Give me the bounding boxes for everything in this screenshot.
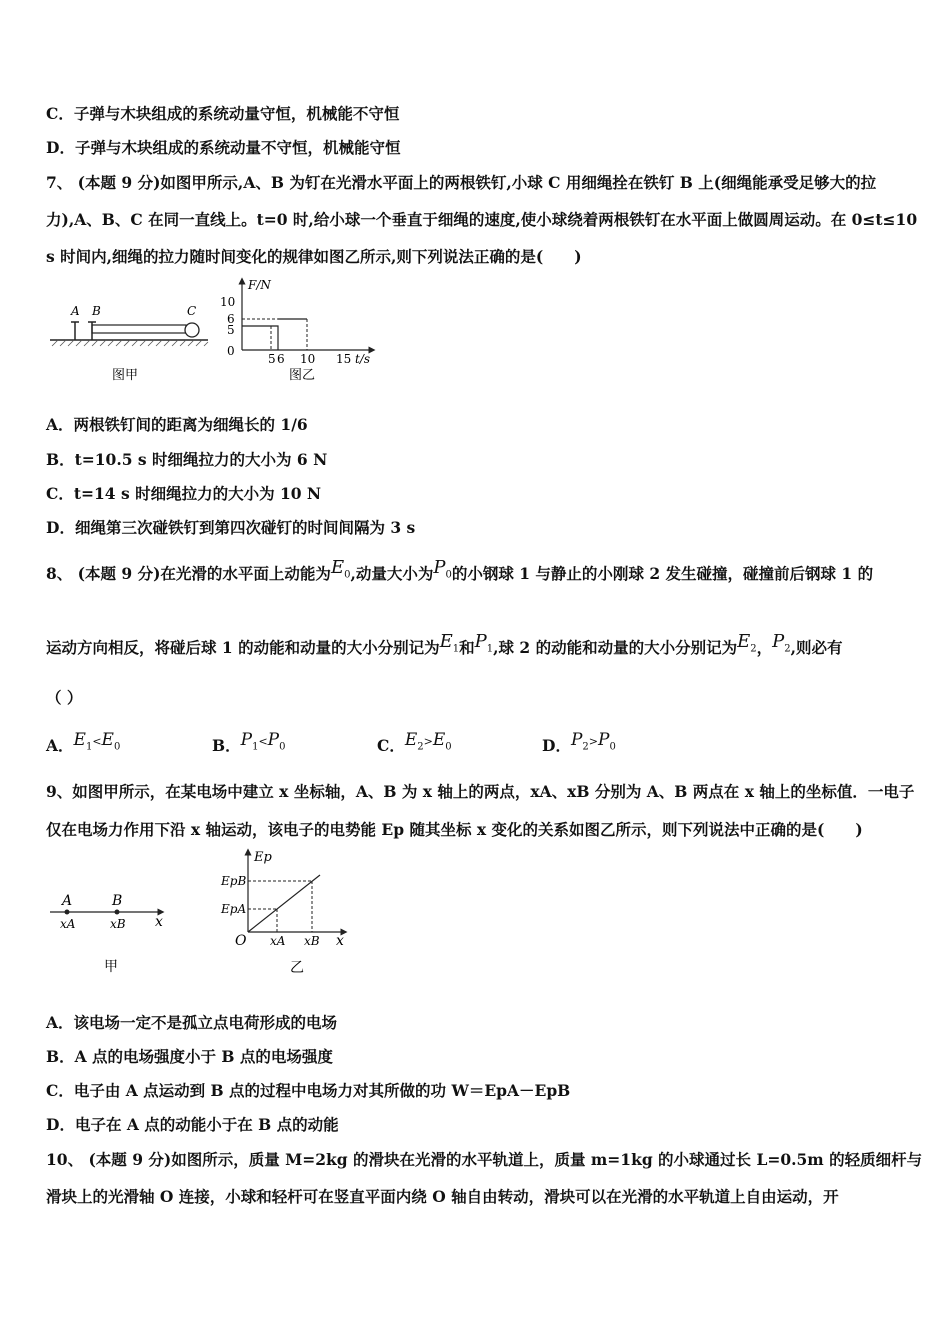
q8-text-2c: ,球 2 的动能和动量的大小分别记为 — [493, 638, 738, 657]
label-b: B — [92, 304, 101, 318]
e1-symbol: $E_1$ — [439, 631, 460, 655]
q8-stem-line2 — [46, 631, 843, 661]
q7-figure-b — [214, 275, 384, 390]
xtick-10: 10 — [300, 352, 316, 366]
axis-label-t: t/s — [355, 352, 371, 366]
q8-option-d: D．$P_2>P_0$ — [542, 730, 616, 755]
q8-text-2d: ， — [756, 638, 773, 657]
label-xa: xA — [270, 934, 286, 948]
caption-yi: 图乙 — [289, 368, 316, 383]
label-xa: xA — [60, 917, 76, 931]
rope — [92, 325, 186, 333]
point-a — [65, 910, 70, 915]
q7-figure-a — [46, 298, 216, 388]
label-epa: EpA — [221, 902, 247, 916]
q8-text-1c: 的小钢球 1 与静止的小刚球 2 发生碰撞，碰撞前后钢球 1 的 — [451, 564, 874, 583]
q7-option-c: C．t=14 s 时细绳拉力的大小为 10 N — [46, 484, 322, 503]
label-a: A — [71, 304, 80, 318]
q8-text-2a: 运动方向相反，将碰后球 1 的动能和动量的大小分别记为 — [46, 638, 440, 657]
q9-option-a: A．该电场一定不是孤立点电荷形成的电场 — [46, 1013, 338, 1032]
label-x: x — [336, 933, 344, 949]
q10-stem-line2: 滑块上的光滑轴 O 连接，小球和轻杆可在竖直平面内绕 O 轴自由转动，滑块可以在光滑的水平轨道上自由运动，开 — [46, 1187, 839, 1206]
label-xb: xB — [304, 934, 320, 948]
point-b — [115, 910, 120, 915]
q8-option-c: C．$E_2>E_0$ — [377, 730, 452, 755]
q9-stem-line2: 仅在电场力作用下沿 x 轴运动，该电子的电势能 Ep 随其坐标 x 变化的关系如图乙所示，则下列说法中正确的是( ) — [46, 820, 863, 839]
ytick-10: 10 — [220, 295, 236, 309]
xtick-6: 6 — [277, 352, 285, 366]
xtick-5: 5 — [268, 352, 276, 366]
label-epb: EpB — [221, 874, 247, 888]
ytick-6: 6 — [227, 312, 235, 326]
q7-option-d: D．细绳第三次碰铁钉到第四次碰钉的时间间隔为 3 s — [46, 518, 416, 537]
label-xb: xB — [110, 917, 126, 931]
label-x: x — [155, 914, 163, 930]
label-a: A — [62, 893, 73, 909]
q9-stem-line1: 9、如图甲所示，在某电场中建立 x 坐标轴，A、B 为 x 轴上的两点，xA、xB 分别为 A、B 两点在 x 轴上的坐标值．一电子 — [46, 782, 915, 801]
q8-stem-line1 — [46, 557, 874, 587]
caption-yi: 乙 — [290, 960, 304, 976]
q7-stem-line2: 力),A、B、C 在同一直线上。t=0 时,给小球一个垂直于细绳的速度,使小球绕着两根铁钉在水平面上做圆周运动。在 0≤t≤10 — [46, 210, 918, 229]
p2-symbol: $P_2$ — [772, 631, 791, 655]
q7-stem-line3: s 时间内,细绳的拉力随时间变化的规律如图乙所示,则下列说法正确的是( ) — [46, 247, 582, 266]
q8-answer-parens: （ ） — [46, 688, 83, 707]
force-line — [242, 326, 278, 350]
q9-figure-a — [46, 888, 176, 978]
q9-option-d: D．电子在 A 点的动能小于在 B 点的动能 — [46, 1115, 339, 1134]
q8-option-a: A．$E_1<E_0$ — [46, 730, 121, 755]
ball-c — [185, 323, 199, 337]
label-origin: O — [235, 933, 247, 949]
label-b: B — [112, 893, 123, 909]
ytick-5: 5 — [227, 323, 235, 337]
ytick-0: 0 — [227, 344, 235, 358]
q9-option-c: C．电子由 A 点运动到 B 点的过程中电场力对其所做的功 W＝EpA－EpB — [46, 1081, 571, 1100]
q8-option-b: B．$P_1<P_0$ — [212, 730, 286, 755]
q8-text-2b: 和 — [459, 638, 475, 657]
q7-option-b: B．t=10.5 s 时细绳拉力的大小为 6 N — [46, 450, 328, 469]
q8-text-2e: ,则必有 — [790, 638, 843, 657]
caption-jia: 图甲 — [112, 368, 139, 383]
q7-stem-line1: 7、 (本题 9 分)如图甲所示,A、B 为钉在光滑水平面上的两根铁钉,小球 C 用细绳拴在铁钉 B 上(细绳能承受足够大的拉 — [46, 173, 877, 192]
p1-symbol: $P_1$ — [474, 631, 494, 655]
xtick-15: 15 — [336, 352, 352, 366]
q9-option-b: B．A 点的电场强度小于 B 点的电场强度 — [46, 1047, 333, 1066]
q6-option-c: C．子弹与木块组成的系统动量守恒，机械能不守恒 — [46, 104, 400, 123]
caption-jia: 甲 — [104, 959, 118, 975]
q7-option-a: A．两根铁钉间的距离为细绳长的 1/6 — [46, 415, 308, 434]
q10-stem-line1: 10、 (本题 9 分)如图所示，质量 M=2kg 的滑块在光滑的水平轨道上，质量 m=1kg 的小球通过长 L=0.5m 的轻质细杆与 — [46, 1150, 923, 1169]
energy-line — [248, 875, 320, 932]
axis-label-f: F/N — [248, 278, 271, 292]
q8-text-1b: ,动量大小为 — [350, 564, 434, 583]
e0-symbol: $E_0$ — [330, 557, 351, 581]
q6-option-d: D．子弹与木块组成的系统动量不守恒，机械能守恒 — [46, 138, 401, 157]
e2-symbol: $E_2$ — [737, 631, 757, 655]
p0-symbol: $P_0$ — [433, 557, 452, 581]
axis-label-ep: Ep — [254, 850, 272, 865]
label-c: C — [187, 304, 197, 318]
q8-text-1a: 8、 (本题 9 分)在光滑的水平面上动能为 — [46, 564, 331, 583]
q9-figure-b — [218, 848, 358, 978]
